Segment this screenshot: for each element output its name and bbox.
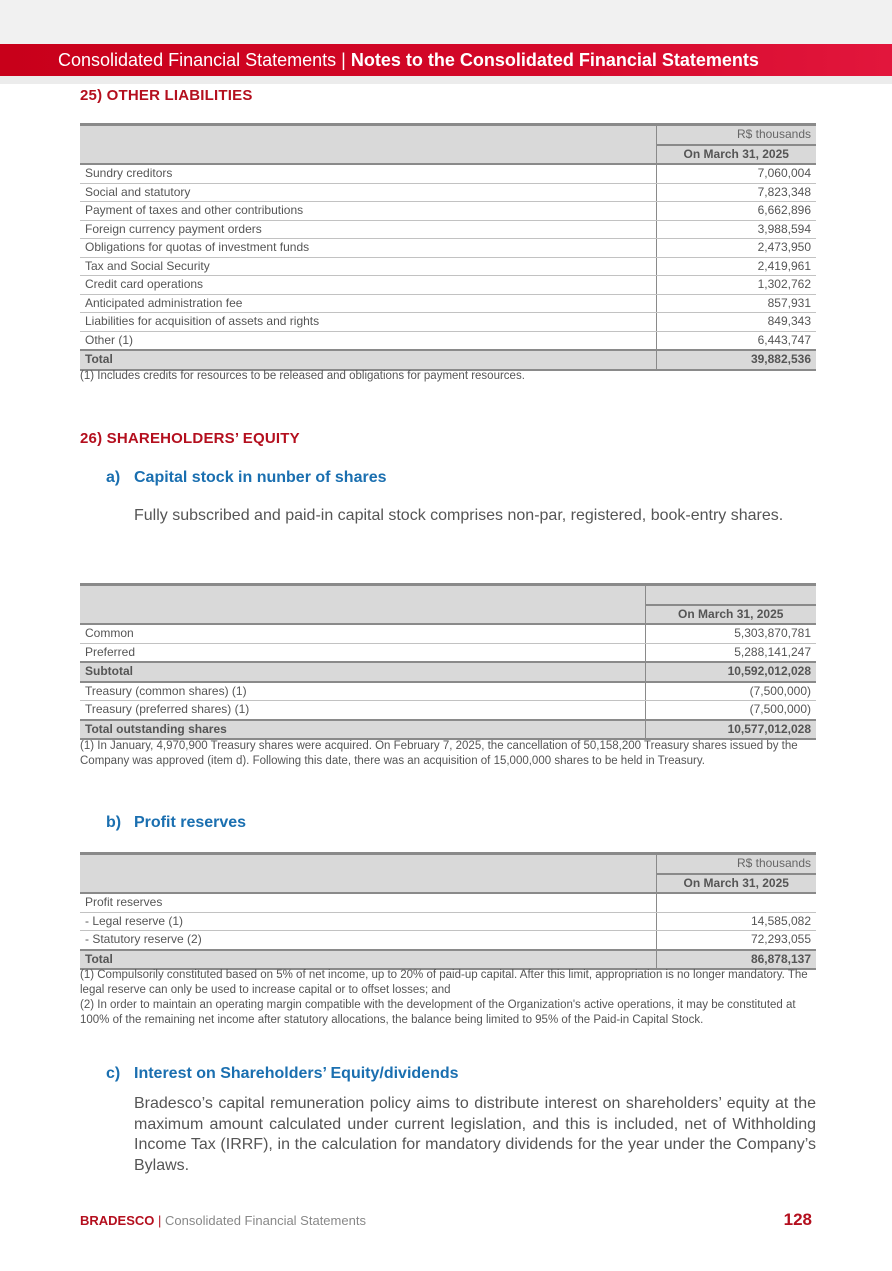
table-row xyxy=(80,643,816,662)
table-row xyxy=(80,202,816,221)
subsection-b-footnote-2: (2) In order to maintain an operating margin compatible with the development of the Organization's active operations, it may be constituted at 100% of the remaining net income after statutory allocations, the balance being limited to 95% of the Paid-in Capital Stock. xyxy=(80,999,796,1026)
subsection-a-paragraph: Fully subscribed and paid-in capital stock comprises non-par, registered, book-entry shares. xyxy=(134,507,784,524)
subsection-b-title: Profit reserves xyxy=(134,814,247,831)
row-value: 10,592,012,028 xyxy=(645,662,816,682)
row-label: Common xyxy=(80,624,645,643)
total-label: Total xyxy=(80,350,656,370)
section-25-title: 25) OTHER LIABILITIES xyxy=(80,87,253,104)
footer-separator: | xyxy=(158,1213,162,1228)
row-label: Subtotal xyxy=(80,662,645,682)
table-row xyxy=(80,331,816,350)
page-footer xyxy=(80,1213,366,1228)
row-value: 2,419,961 xyxy=(656,257,816,276)
table-header-blank xyxy=(80,125,656,165)
table-header-blank xyxy=(80,854,656,894)
subsection-a-heading xyxy=(106,469,387,487)
row-value: 72,293,055 xyxy=(656,931,816,950)
row-label: Obligations for quotas of investment funds xyxy=(80,239,656,258)
row-value: 5,288,141,247 xyxy=(645,643,816,662)
row-label: Credit card operations xyxy=(80,276,656,295)
row-value: 1,302,762 xyxy=(656,276,816,295)
section-26-title: 26) SHAREHOLDERS’ EQUITY xyxy=(80,430,300,447)
table-row xyxy=(80,239,816,258)
subsection-b-footnote-1: (1) Compulsorily constituted based on 5% of net income, up to 20% of paid-up capital. After this limit, appropriation is no longer mandatory. The legal reserve can only be used to increase capital or to offset losses; and xyxy=(80,969,808,996)
row-label: Total outstanding shares xyxy=(80,720,645,740)
table-row xyxy=(80,164,816,183)
subsection-a-footnote: (1) In January, 4,970,900 Treasury shares were acquired. On February 7, 2025, the cancellation of 50,158,200 Treasury shares issued by the Company was approved (item d). Following this date, there was an acquisition of 15,000,000 shares to be held in Treasury. xyxy=(80,740,798,767)
header-section: Consolidated Financial Statements xyxy=(58,50,337,70)
table-row xyxy=(80,682,816,701)
row-label: Liabilities for acquisition of assets and rights xyxy=(80,313,656,332)
column-header: On March 31, 2025 xyxy=(656,874,816,894)
subsection-c-title: Interest on Shareholders’ Equity/dividends xyxy=(134,1065,459,1082)
subsection-a-title: Capital stock in nunber of shares xyxy=(134,469,387,486)
total-label: Total xyxy=(80,950,656,970)
table-header-blank xyxy=(80,585,645,625)
table-row xyxy=(80,257,816,276)
row-value: 857,931 xyxy=(656,294,816,313)
row-label: - Legal reserve (1) xyxy=(80,912,656,931)
header-separator: | xyxy=(341,50,346,70)
total-row xyxy=(80,950,816,970)
profit-reserves-table xyxy=(80,852,816,970)
row-value: 10,577,012,028 xyxy=(645,720,816,740)
other-liabilities-table xyxy=(80,123,816,371)
unit-header: R$ thousands xyxy=(656,125,816,145)
row-label: Other (1) xyxy=(80,331,656,350)
table-row xyxy=(80,220,816,239)
subsection-c-paragraph: Bradesco’s capital remuneration policy aims to distribute interest on shareholders’ equity at the maximum amount calculated under current legislation, and this is included, net of Withholding Income Tax (IRRF), in the calculation for mandatory dividends for the year under the Company’s Bylaws. xyxy=(134,1095,816,1174)
footer-brand: BRADESCO xyxy=(80,1213,155,1228)
table-row xyxy=(80,183,816,202)
column-header: On March 31, 2025 xyxy=(645,605,816,625)
row-value: 6,662,896 xyxy=(656,202,816,221)
subsection-a-label: a) xyxy=(106,469,121,486)
row-value: 5,303,870,781 xyxy=(645,624,816,643)
subsection-c-heading xyxy=(106,1065,459,1083)
row-label: Sundry creditors xyxy=(80,164,656,183)
row-label: Treasury (preferred shares) (1) xyxy=(80,701,645,720)
table-row xyxy=(80,701,816,720)
row-value: (7,500,000) xyxy=(645,701,816,720)
row-label: Preferred xyxy=(80,643,645,662)
header-subsection: Notes to the Consolidated Financial Statements xyxy=(350,50,759,70)
table-row xyxy=(80,294,816,313)
total-row xyxy=(80,720,816,740)
section-25-footnote: (1) Includes credits for resources to be released and obligations for payment resources. xyxy=(80,370,525,382)
unit-header-empty xyxy=(645,585,816,605)
table-row xyxy=(80,624,816,643)
row-value: 7,060,004 xyxy=(656,164,816,183)
row-value: 6,443,747 xyxy=(656,331,816,350)
page-number: 128 xyxy=(783,1210,812,1229)
row-value: 3,988,594 xyxy=(656,220,816,239)
row-value: 14,585,082 xyxy=(656,912,816,931)
table-row xyxy=(80,912,816,931)
total-row xyxy=(80,662,816,682)
subsection-c-label: c) xyxy=(106,1065,121,1082)
column-header: On March 31, 2025 xyxy=(656,145,816,165)
top-margin xyxy=(0,0,892,44)
table-row xyxy=(80,893,816,912)
total-value: 86,878,137 xyxy=(656,950,816,970)
row-label: Social and statutory xyxy=(80,183,656,202)
subsection-b-heading xyxy=(106,814,246,832)
capital-stock-table xyxy=(80,583,816,740)
row-label: Payment of taxes and other contributions xyxy=(80,202,656,221)
row-label: Foreign currency payment orders xyxy=(80,220,656,239)
row-label: Profit reserves xyxy=(80,893,656,912)
row-value xyxy=(656,893,816,912)
total-row xyxy=(80,350,816,370)
subsection-b-label: b) xyxy=(106,814,122,831)
row-label: - Statutory reserve (2) xyxy=(80,931,656,950)
unit-header: R$ thousands xyxy=(656,854,816,874)
row-label: Anticipated administration fee xyxy=(80,294,656,313)
header-shadow xyxy=(0,76,892,84)
row-value: (7,500,000) xyxy=(645,682,816,701)
row-label: Treasury (common shares) (1) xyxy=(80,682,645,701)
table-row xyxy=(80,313,816,332)
footer-text: Consolidated Financial Statements xyxy=(165,1213,366,1228)
row-value: 849,343 xyxy=(656,313,816,332)
row-value: 7,823,348 xyxy=(656,183,816,202)
total-value: 39,882,536 xyxy=(656,350,816,370)
row-label: Tax and Social Security xyxy=(80,257,656,276)
page-header-banner xyxy=(0,44,892,76)
row-value: 2,473,950 xyxy=(656,239,816,258)
table-row xyxy=(80,276,816,295)
table-row xyxy=(80,931,816,950)
